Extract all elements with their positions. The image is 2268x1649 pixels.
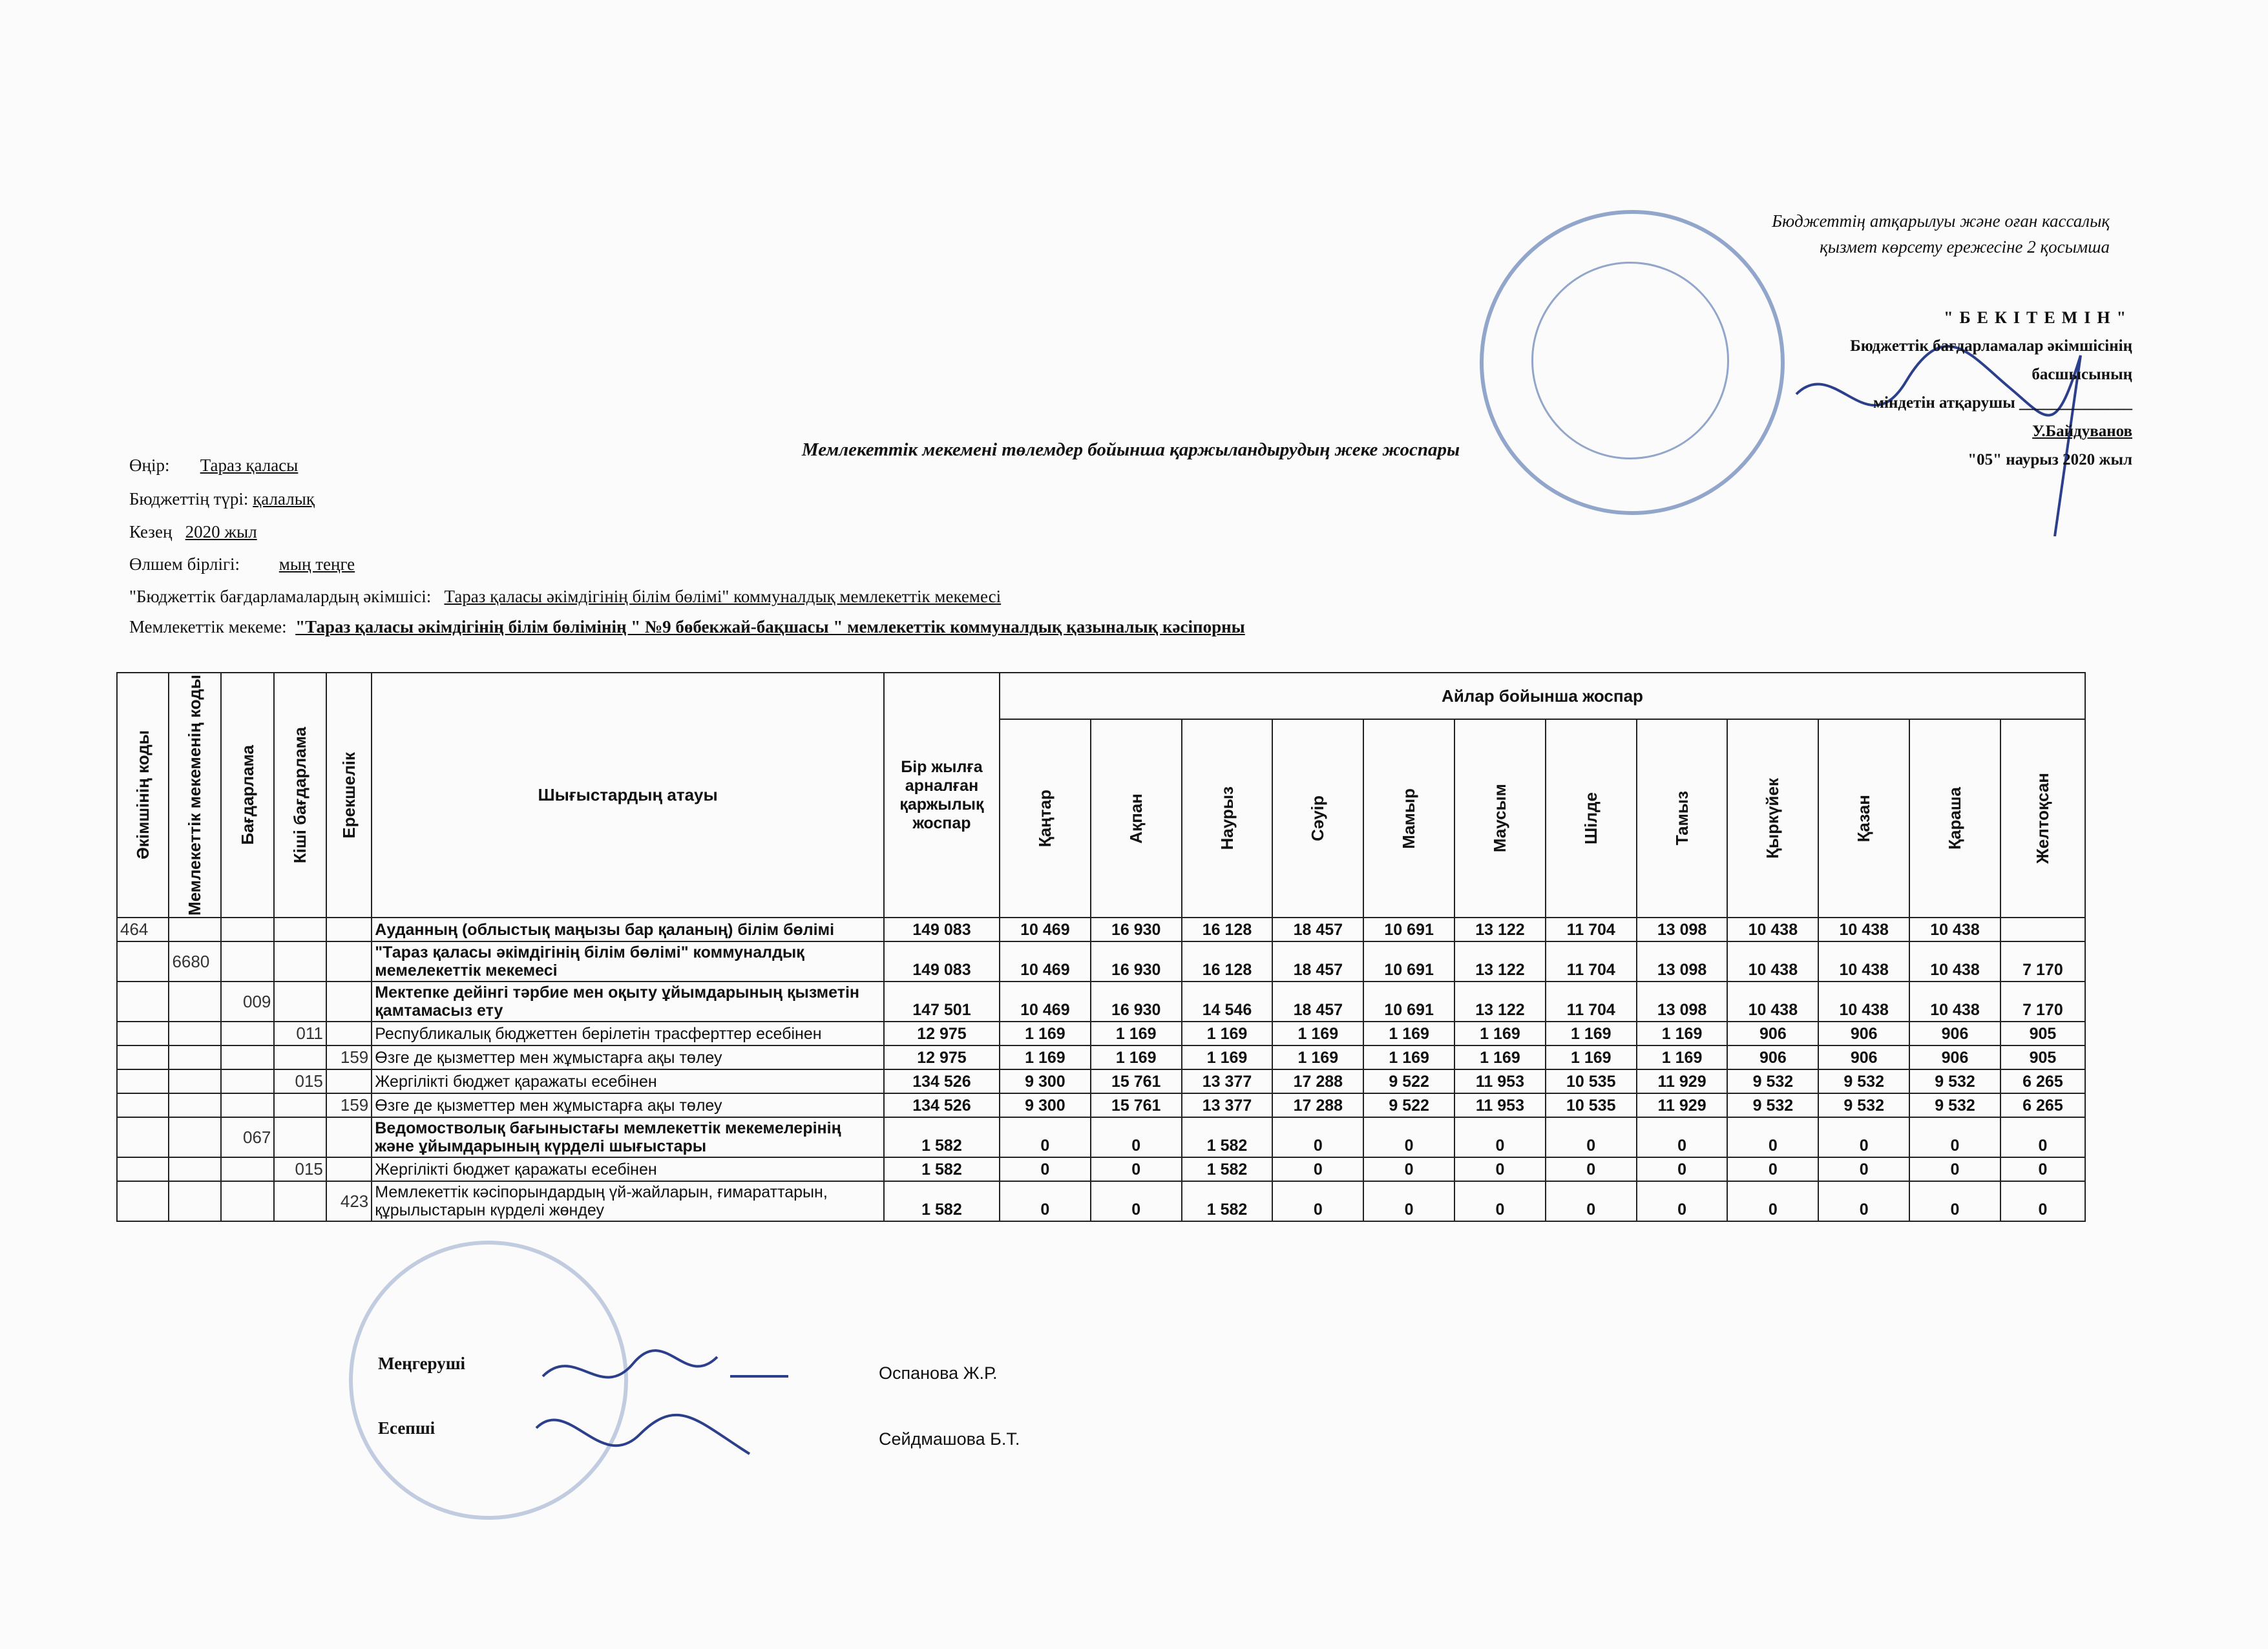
month-value-cell: 1 169: [1272, 1022, 1363, 1045]
expense-name-cell: Ауданның (облыстық маңызы бар қаланың) білім бөлімі: [372, 918, 884, 941]
region-label: Өңір:: [129, 456, 170, 475]
header-month: Мамыр: [1363, 719, 1454, 918]
code-cell: [169, 1069, 220, 1093]
code-cell: [169, 1181, 220, 1221]
month-value-cell: 9 300: [1000, 1093, 1091, 1117]
annual-plan-cell: 147 501: [884, 982, 1000, 1022]
month-value-cell: 0: [1363, 1157, 1454, 1181]
expense-name-cell: Ведомостволық бағыныстағы мемлекеттік мекемелерінің және ұйымдарының күрделі шығыстары: [372, 1117, 884, 1157]
month-value-cell: 9 532: [1909, 1069, 2000, 1093]
header-month: Қазан: [1818, 719, 1909, 918]
meta-unit: [129, 554, 355, 574]
month-value-cell: 0: [1454, 1181, 1546, 1221]
month-value-cell: 0: [1091, 1181, 1182, 1221]
month-value-cell: 0: [2000, 1181, 2085, 1221]
code-cell: 011: [274, 1022, 326, 1045]
code-cell: [221, 1022, 274, 1045]
admin-label: "Бюджеттік бағдарламалардың әкімшісі:: [129, 587, 432, 606]
header-month: Қараша: [1909, 719, 2000, 918]
header-subprogram: Кіші бағдарлама: [274, 673, 326, 918]
month-value-cell: 9 522: [1363, 1069, 1454, 1093]
code-cell: [221, 1069, 274, 1093]
month-value-cell: 9 532: [1818, 1093, 1909, 1117]
period-value: 2020 жыл: [185, 522, 257, 541]
accountant-label: Есепші: [378, 1418, 436, 1438]
month-value-cell: 13 098: [1637, 982, 1728, 1022]
month-value-cell: 0: [1818, 1157, 1909, 1181]
code-cell: 6680: [169, 941, 220, 982]
month-value-cell: 17 288: [1272, 1069, 1363, 1093]
month-value-cell: 13 098: [1637, 918, 1728, 941]
month-value-cell: 9 532: [1909, 1093, 2000, 1117]
code-cell: [326, 1022, 372, 1045]
meta-period: [129, 522, 257, 542]
expense-name-cell: "Тараз қаласы әкімдігінің білім бөлімі" коммуналдық мемелекеттік мекемесі: [372, 941, 884, 982]
approve-acting: міндетін атқарушы: [1873, 394, 2015, 412]
month-value-cell: 906: [1909, 1022, 2000, 1045]
month-value-cell: 13 122: [1454, 941, 1546, 982]
code-cell: [117, 1022, 169, 1045]
annual-plan-cell: 1 582: [884, 1117, 1000, 1157]
meta-admin: [129, 587, 1001, 607]
code-cell: [169, 1093, 220, 1117]
month-value-cell: 13 377: [1182, 1069, 1273, 1093]
month-value-cell: 905: [2000, 1045, 2085, 1069]
code-cell: [117, 941, 169, 982]
code-cell: [274, 1117, 326, 1157]
month-value-cell: 0: [2000, 1157, 2085, 1181]
annual-plan-cell: 12 975: [884, 1045, 1000, 1069]
month-value-cell: 0: [1091, 1157, 1182, 1181]
month-value-cell: 1 169: [1091, 1045, 1182, 1069]
table-row: [117, 1093, 2085, 1117]
code-cell: [117, 1181, 169, 1221]
code-cell: [221, 1045, 274, 1069]
code-cell: [274, 941, 326, 982]
month-value-cell: 16 128: [1182, 918, 1273, 941]
header-monthly-plan: Айлар бойынша жоспар: [1000, 673, 2085, 719]
institution-value: "Тараз қаласы әкімдігінің білім бөлімінің " №9 бөбекжай-бақшасы " мемлекеттік коммуналдық қазыналық кәсіпорны: [295, 617, 1245, 636]
month-value-cell: 1 169: [1091, 1022, 1182, 1045]
month-value-cell: 1 169: [1454, 1045, 1546, 1069]
accountant-name: Сейдмашова Б.Т.: [879, 1429, 1020, 1449]
unit-value: мың теңге: [278, 554, 355, 574]
month-value-cell: 1 169: [1546, 1022, 1637, 1045]
header-month: Қыркүйек: [1727, 719, 1818, 918]
code-cell: [326, 941, 372, 982]
month-value-cell: 1 169: [1546, 1045, 1637, 1069]
annual-plan-cell: 12 975: [884, 1022, 1000, 1045]
month-value-cell: 0: [1546, 1181, 1637, 1221]
month-value-cell: 0: [1272, 1117, 1363, 1157]
table-row: [117, 941, 2085, 982]
header-expense-name: Шығыстардың атауы: [372, 673, 884, 918]
header-month: Наурыз: [1182, 719, 1273, 918]
month-value-cell: 6 265: [2000, 1069, 2085, 1093]
month-value-cell: 0: [1727, 1117, 1818, 1157]
month-value-cell: 0: [1363, 1181, 1454, 1221]
approve-title: "БЕКІТЕМІН": [1944, 308, 2132, 327]
month-value-cell: 1 169: [1454, 1022, 1546, 1045]
approval-block: [1783, 304, 2132, 474]
budget-type-label: Бюджеттің түрі:: [129, 489, 249, 509]
month-value-cell: 0: [1546, 1157, 1637, 1181]
month-value-cell: 906: [1727, 1022, 1818, 1045]
month-value-cell: 11 929: [1637, 1093, 1728, 1117]
month-value-cell: 11 704: [1546, 918, 1637, 941]
header-program: Бағдарлама: [221, 673, 274, 918]
table-row: [117, 1045, 2085, 1069]
expense-name-cell: Жергілікті бюджет қаражаты есебінен: [372, 1069, 884, 1093]
code-cell: [169, 1117, 220, 1157]
head-name: Оспанова Ж.Р.: [879, 1363, 998, 1383]
month-value-cell: 10 438: [1818, 918, 1909, 941]
month-value-cell: 10 438: [1818, 982, 1909, 1022]
month-value-cell: 9 532: [1727, 1093, 1818, 1117]
month-value-cell: 7 170: [2000, 982, 2085, 1022]
expense-name-cell: Өзге де қызметтер мен жұмыстарға ақы төлеу: [372, 1093, 884, 1117]
code-cell: [169, 982, 220, 1022]
head-label: Меңгеруші: [378, 1354, 466, 1373]
month-value-cell: 10 691: [1363, 918, 1454, 941]
code-cell: [117, 1093, 169, 1117]
month-value-cell: 0: [1909, 1181, 2000, 1221]
table-row: [117, 918, 2085, 941]
month-value-cell: 0: [2000, 1117, 2085, 1157]
approve-signer: У.Байдуванов: [2032, 423, 2132, 440]
month-value-cell: 0: [1000, 1181, 1091, 1221]
expense-name-cell: Жергілікті бюджет қаражаты есебінен: [372, 1157, 884, 1181]
month-value-cell: 0: [1818, 1181, 1909, 1221]
month-value-cell: 0: [1637, 1181, 1728, 1221]
code-cell: [274, 1093, 326, 1117]
month-value-cell: 11 953: [1454, 1093, 1546, 1117]
month-value-cell: 10 535: [1546, 1093, 1637, 1117]
code-cell: [169, 1157, 220, 1181]
month-value-cell: 13 098: [1637, 941, 1728, 982]
month-value-cell: 906: [1818, 1022, 1909, 1045]
code-cell: 015: [274, 1069, 326, 1093]
month-value-cell: 0: [1727, 1157, 1818, 1181]
month-value-cell: 1 582: [1182, 1117, 1273, 1157]
code-cell: [221, 1181, 274, 1221]
month-value-cell: 10 438: [1909, 918, 2000, 941]
month-value-cell: 10 691: [1363, 941, 1454, 982]
month-value-cell: 1 169: [1000, 1022, 1091, 1045]
month-value-cell: 1 169: [1363, 1045, 1454, 1069]
annual-plan-cell: 134 526: [884, 1093, 1000, 1117]
admin-value: Тараз қаласы әкімдігінің білім бөлімі" коммуналдық мемлекеттік мекемесі: [444, 587, 1002, 606]
month-value-cell: 10 691: [1363, 982, 1454, 1022]
code-cell: 464: [117, 918, 169, 941]
annual-plan-cell: 1 582: [884, 1157, 1000, 1181]
header-institution-code: Мемлекеттік мекеменің коды: [169, 673, 220, 918]
meta-institution: [129, 617, 1245, 637]
month-value-cell: 11 953: [1454, 1069, 1546, 1093]
code-cell: [169, 1045, 220, 1069]
month-value-cell: 10 469: [1000, 941, 1091, 982]
month-value-cell: 906: [1909, 1045, 2000, 1069]
official-seal-inner: [1531, 262, 1729, 459]
month-value-cell: 11 704: [1546, 941, 1637, 982]
financing-plan-table: [116, 672, 2086, 1222]
header-admin-code: Әкімшінің коды: [117, 673, 169, 918]
institution-label: Мемлекеттік мекеме:: [129, 617, 287, 636]
month-value-cell: 6 265: [2000, 1093, 2085, 1117]
code-cell: [326, 1117, 372, 1157]
annual-plan-cell: 149 083: [884, 941, 1000, 982]
header-month: Тамыз: [1637, 719, 1728, 918]
unit-label: Өлшем бірлігі:: [129, 554, 240, 574]
month-value-cell: 10 469: [1000, 918, 1091, 941]
expense-name-cell: Мемлекеттік кәсіпорындардың үй-жайларын, ғимараттарын, құрылыстарын күрделі жөндеу: [372, 1181, 884, 1221]
code-cell: [117, 1117, 169, 1157]
code-cell: 159: [326, 1045, 372, 1069]
code-cell: 423: [326, 1181, 372, 1221]
month-value-cell: 16 128: [1182, 941, 1273, 982]
month-value-cell: 1 169: [1637, 1022, 1728, 1045]
code-cell: [221, 941, 274, 982]
month-value-cell: 11 704: [1546, 982, 1637, 1022]
table-row: [117, 1181, 2085, 1221]
month-value-cell: 13 122: [1454, 918, 1546, 941]
month-value-cell: 14 546: [1182, 982, 1273, 1022]
annual-plan-cell: 149 083: [884, 918, 1000, 941]
month-value-cell: 10 438: [1909, 941, 2000, 982]
code-cell: [117, 1069, 169, 1093]
month-value-cell: 13 122: [1454, 982, 1546, 1022]
expense-name-cell: Республикалық бюджеттен берілетін трасферттер есебінен: [372, 1022, 884, 1045]
month-value-cell: 17 288: [1272, 1093, 1363, 1117]
code-cell: [274, 1045, 326, 1069]
code-cell: [326, 982, 372, 1022]
month-value-cell: 16 930: [1091, 918, 1182, 941]
table-row: [117, 982, 2085, 1022]
month-value-cell: 10 535: [1546, 1069, 1637, 1093]
header-month: Сәуір: [1272, 719, 1363, 918]
region-value: Тараз қаласы: [200, 456, 299, 475]
code-cell: [274, 918, 326, 941]
code-cell: [326, 1157, 372, 1181]
month-value-cell: 11 929: [1637, 1069, 1728, 1093]
approve-date: "05" наурыз 2020 жыл: [1968, 451, 2132, 468]
month-value-cell: 1 582: [1182, 1181, 1273, 1221]
code-cell: [326, 918, 372, 941]
code-cell: [274, 1181, 326, 1221]
header-month: Желтоқсан: [2000, 719, 2085, 918]
month-value-cell: 0: [1818, 1117, 1909, 1157]
month-value-cell: 16 930: [1091, 941, 1182, 982]
month-value-cell: 9 300: [1000, 1069, 1091, 1093]
meta-budget-type: [129, 489, 315, 509]
appendix-line-2: қызмет көрсету ережесіне 2 қосымша: [1820, 237, 2110, 257]
meta-region: [129, 456, 298, 476]
header-month: Қаңтар: [1000, 719, 1091, 918]
annual-plan-cell: 1 582: [884, 1181, 1000, 1221]
header-row-1: [117, 673, 2085, 719]
month-value-cell: 906: [1727, 1045, 1818, 1069]
accountant-signature: [530, 1396, 762, 1480]
month-value-cell: 1 169: [1182, 1022, 1273, 1045]
period-label: Кезең: [129, 522, 173, 541]
table-row: [117, 1117, 2085, 1157]
month-value-cell: 13 377: [1182, 1093, 1273, 1117]
month-value-cell: 0: [1363, 1117, 1454, 1157]
table-row: [117, 1022, 2085, 1045]
month-value-cell: 7 170: [2000, 941, 2085, 982]
month-value-cell: 15 761: [1091, 1093, 1182, 1117]
code-cell: 159: [326, 1093, 372, 1117]
month-value-cell: 9 532: [1727, 1069, 1818, 1093]
annual-plan-cell: 134 526: [884, 1069, 1000, 1093]
month-value-cell: 0: [1727, 1181, 1818, 1221]
header-annual-plan: Бір жылға арналған қаржылық жоспар: [884, 673, 1000, 918]
month-value-cell: 10 438: [1727, 941, 1818, 982]
month-value-cell: 0: [1091, 1117, 1182, 1157]
month-value-cell: 0: [1909, 1157, 2000, 1181]
approve-position: Бюджеттік бағдарламалар әкімшісінің басшысының: [1850, 337, 2132, 383]
month-value-cell: [2000, 918, 2085, 941]
expense-name-cell: Мектепке дейінгі тәрбие мен оқыту ұйымдарының қызметін қамтамасыз ету: [372, 982, 884, 1022]
month-value-cell: 9 532: [1818, 1069, 1909, 1093]
code-cell: [274, 982, 326, 1022]
table-row: [117, 1157, 2085, 1181]
code-cell: [221, 1093, 274, 1117]
table-row: [117, 1069, 2085, 1093]
month-value-cell: 0: [1454, 1157, 1546, 1181]
month-value-cell: 10 438: [1909, 982, 2000, 1022]
month-value-cell: 0: [1909, 1117, 2000, 1157]
month-value-cell: 18 457: [1272, 918, 1363, 941]
code-cell: [117, 1157, 169, 1181]
appendix-line-1: Бюджеттің атқарылуы және оған кассалық: [1772, 211, 2110, 231]
month-value-cell: 1 169: [1637, 1045, 1728, 1069]
code-cell: [117, 982, 169, 1022]
month-value-cell: 16 930: [1091, 982, 1182, 1022]
code-cell: 067: [221, 1117, 274, 1157]
month-value-cell: 9 522: [1363, 1093, 1454, 1117]
month-value-cell: 10 469: [1000, 982, 1091, 1022]
expense-name-cell: Өзге де қызметтер мен жұмыстарға ақы төлеу: [372, 1045, 884, 1069]
month-value-cell: 1 169: [1363, 1022, 1454, 1045]
month-value-cell: 1 169: [1182, 1045, 1273, 1069]
code-cell: 009: [221, 982, 274, 1022]
month-value-cell: 0: [1454, 1117, 1546, 1157]
code-cell: [169, 1022, 220, 1045]
code-cell: [326, 1069, 372, 1093]
month-value-cell: 18 457: [1272, 982, 1363, 1022]
document-title: Мемлекеттік мекемені төлемдер бойынша қаржыландырудың жеке жоспары: [801, 439, 1460, 460]
code-cell: 015: [274, 1157, 326, 1181]
month-value-cell: 10 438: [1818, 941, 1909, 982]
header-specifics: Ерекшелік: [326, 673, 372, 918]
month-value-cell: 10 438: [1727, 982, 1818, 1022]
month-value-cell: 0: [1637, 1117, 1728, 1157]
code-cell: [221, 918, 274, 941]
month-value-cell: 18 457: [1272, 941, 1363, 982]
month-value-cell: 0: [1637, 1157, 1728, 1181]
month-value-cell: 1 582: [1182, 1157, 1273, 1181]
approval-header: [1619, 208, 2110, 260]
month-value-cell: 0: [1272, 1181, 1363, 1221]
header-month: Маусым: [1454, 719, 1546, 918]
month-value-cell: 1 169: [1272, 1045, 1363, 1069]
code-cell: [117, 1045, 169, 1069]
month-value-cell: 905: [2000, 1022, 2085, 1045]
month-value-cell: 0: [1000, 1117, 1091, 1157]
month-value-cell: 0: [1272, 1157, 1363, 1181]
budget-type-value: қалалық: [253, 489, 315, 509]
month-value-cell: 0: [1000, 1157, 1091, 1181]
month-value-cell: 10 438: [1727, 918, 1818, 941]
header-month: Шілде: [1546, 719, 1637, 918]
month-value-cell: 0: [1546, 1117, 1637, 1157]
month-value-cell: 1 169: [1000, 1045, 1091, 1069]
code-cell: [169, 918, 220, 941]
month-value-cell: 15 761: [1091, 1069, 1182, 1093]
header-month: Ақпан: [1091, 719, 1182, 918]
approve-acting-line: міндетін атқарушы ______________ У.Байдуванов: [1873, 394, 2132, 440]
code-cell: [221, 1157, 274, 1181]
month-value-cell: 906: [1818, 1045, 1909, 1069]
